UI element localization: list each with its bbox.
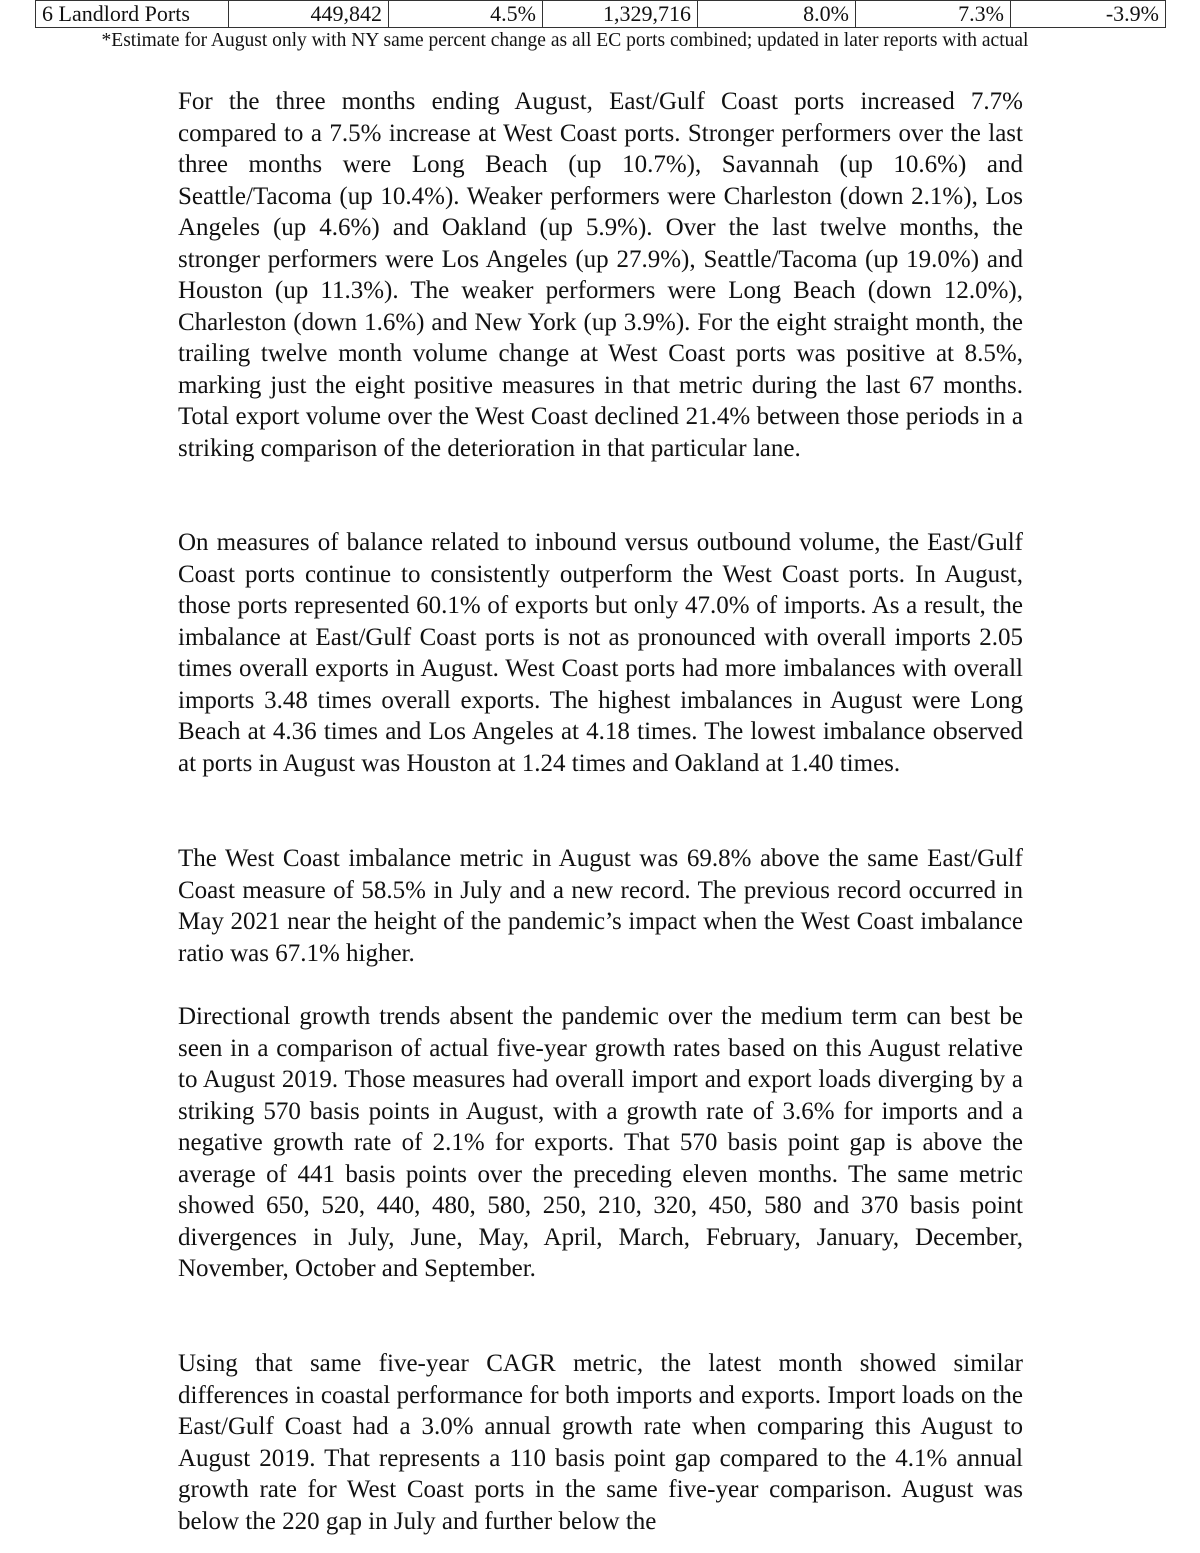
table-cell: 8.0%	[698, 1, 856, 28]
paragraph-imbalance-metric: The West Coast imbalance metric in August was 69.8% above the same East/Gulf Coast measure of 58.5% in July and a new record. The previous record occurred in May 2021 near the height of the pandemic’s impact when the West Coast imbalance ratio was 67.1% higher.	[178, 845, 1023, 967]
table-footnote: *Estimate for August only with NY same percent change as all EC ports combined; updated in later reports with actual	[101, 30, 1029, 51]
table-cell: 1,329,716	[543, 1, 698, 28]
paragraph-balance-measures: On measures of balance related to inbound versus outbound volume, the East/Gulf Coast ports continue to consistently outperform the West Coast ports. In August, those ports represented 60.1% of exports but only 47.0% of imports. As a result, the imbalance at East/Gulf Coast ports is not as pronounced with overall imports 2.05 times overall exports in August. West Coast ports had more imbalances with overall imports 3.48 times overall exports. The highest imbalances in August were Long Beach at 4.36 times and Los Angeles at 4.18 times. The lowest imbalance observed at ports in August was Houston at 1.24 times and Oakland at 1.40 times.	[178, 529, 1023, 777]
paragraph-directional-growth: Directional growth trends absent the pandemic over the medium term can best be seen in a comparison of actual five-year growth rates based on this August relative to August 2019. Those measures had overall import and export loads diverging by a striking 570 basis points in August, with a growth rate of 3.6% for imports and a negative growth rate of 2.1% for exports. That 570 basis point gap is above the average of 441 basis points over the preceding eleven months. The same metric showed 650, 520, 440, 480, 580, 250, 210, 320, 450, 580 and 370 basis point divergences in July, June, May, April, March, February, January, December, November, October and September.	[178, 1003, 1023, 1282]
table-cell: 4.5%	[389, 1, 543, 28]
paragraph-three-month-performance: For the three months ending August, East/Gulf Coast ports increased 7.7% compared to a 7.5% increase at West Coast ports. Stronger performers over the last three months were Long Beach (up 10.7%), Savannah (up 10.6%) and Seattle/Tacoma (up 10.4%). Weaker performers were Charleston (down 2.1%), Los Angeles (up 4.6%) and Oakland (up 5.9%). Over the last twelve months, the stronger performers were Los Angeles (up 27.9%), Seattle/Tacoma (up 19.0%) and Houston (up 11.3%). The weaker performers were Long Beach (down 12.0%), Charleston (down 1.6%) and New York (up 3.9%). For the eight straight month, the trailing twelve month volume change at West Coast ports was positive at 8.5%, marking just the eight positive measures in that metric during the last 67 months. Total export volume over the West Coast declined 21.4% between those periods in a striking comparison of the deterioration in that particular lane.	[178, 88, 1023, 462]
table-cell: 7.3%	[856, 1, 1011, 28]
table-row	[36, 1, 1166, 28]
table-cell: -3.9%	[1011, 1, 1166, 28]
table-cell: 449,842	[229, 1, 389, 28]
paragraph-cagr-metric: Using that same five-year CAGR metric, the latest month showed similar differences in coastal performance for both imports and exports. Import loads on the East/Gulf Coast had a 3.0% annual growth rate when comparing this August to August 2019. That represents a 110 basis point gap compared to the 4.1% annual growth rate for West Coast ports in the same five-year comparison. August was below the 220 gap in July and further below the	[178, 1350, 1023, 1535]
port-summary-table	[35, 0, 1166, 28]
row-label: 6 Landlord Ports	[36, 1, 229, 28]
